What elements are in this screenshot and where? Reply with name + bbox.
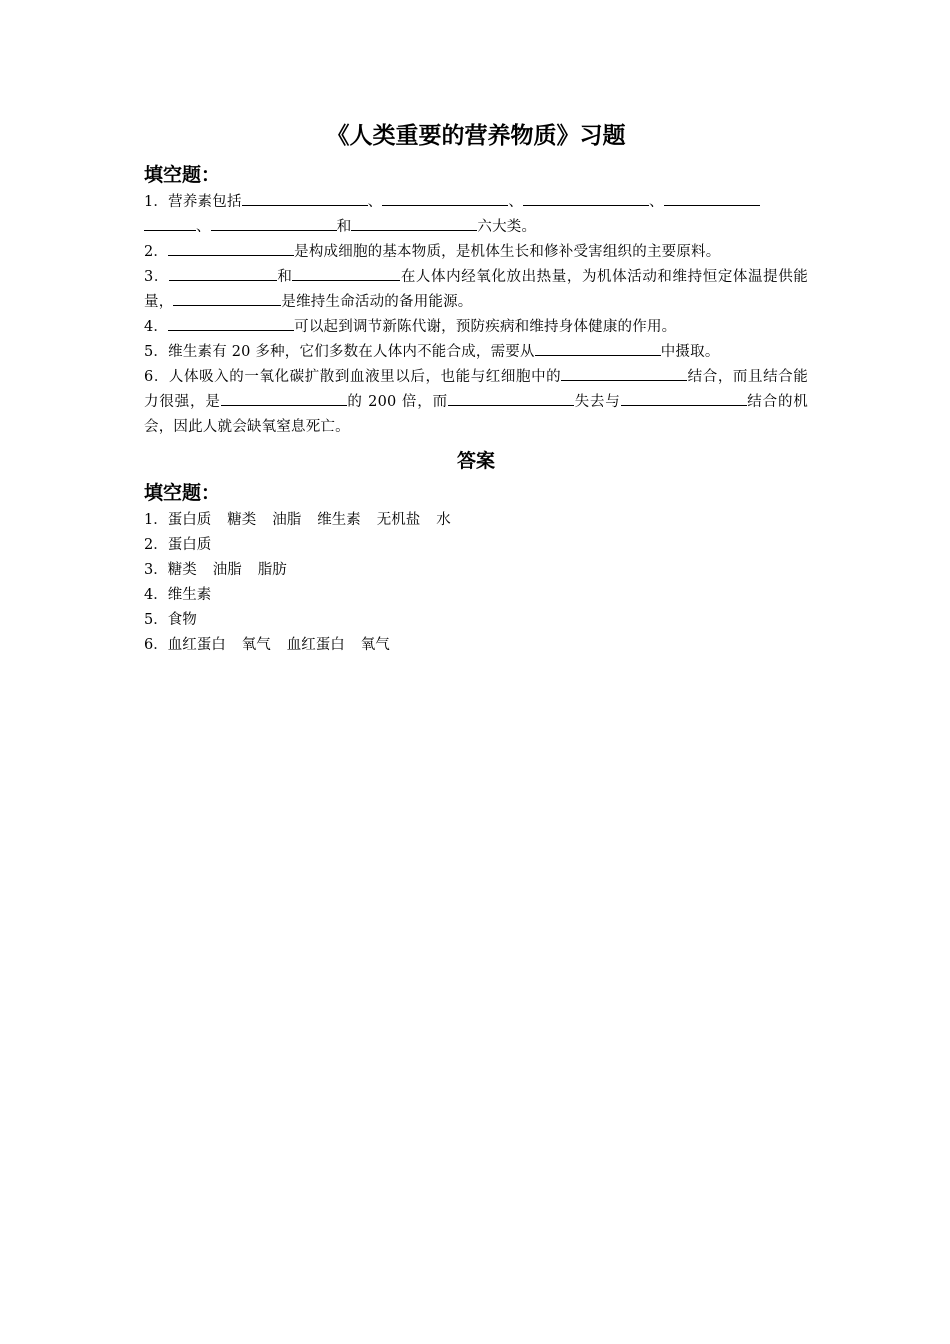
question-text: 和 (276, 269, 293, 285)
question-text: 是构成细胞的基本物质，是机体生长和修补受害组织的主要原料。 (294, 244, 721, 260)
question-text: 人体吸入的一氧化碳扩散到血液里以后，也能与红细胞中的 (168, 369, 562, 385)
answer-blank[interactable] (144, 216, 196, 231)
answer-item: 糖类 (167, 562, 197, 578)
answer-1 (144, 508, 808, 533)
answer-item: 无机盐 (376, 512, 421, 528)
answer-blank[interactable] (351, 216, 477, 231)
answer-item: 食物 (167, 612, 197, 628)
answer-item: 水 (436, 512, 451, 528)
answer-item: 氧气 (360, 637, 390, 653)
answer-6 (144, 633, 808, 658)
answer-number: 3． (144, 562, 168, 578)
answer-item: 氧气 (241, 637, 271, 653)
question-number: 1． (144, 194, 169, 210)
separator: 、 (649, 194, 664, 210)
answer-item: 维生素 (317, 512, 361, 528)
question-3 (144, 265, 808, 315)
answer-3 (144, 558, 808, 583)
question-number: 5． (144, 344, 169, 360)
answer-blank[interactable] (211, 216, 337, 231)
question-4 (144, 315, 808, 340)
answer-number: 2． (144, 537, 168, 553)
answer-title: 答案 (456, 450, 495, 472)
question-text: 结合的机会，因此人就会缺氧窒息死亡。 (144, 394, 808, 435)
answer-blank[interactable] (292, 266, 400, 281)
answer-item: 血红蛋白 (286, 637, 345, 653)
answer-blank[interactable] (535, 341, 661, 356)
answer-2 (144, 533, 808, 558)
answer-list (144, 508, 808, 658)
question-number: 3． (144, 269, 169, 285)
answer-blank[interactable] (169, 266, 277, 281)
section-heading-answers: 填空题： (144, 482, 221, 504)
question-text: 是维持生命活动的备用能源。 (281, 294, 473, 310)
answer-item: 维生素 (167, 587, 212, 603)
question-text: 失去与 (573, 394, 621, 410)
answer-blank[interactable] (173, 291, 281, 306)
answer-number: 1． (144, 512, 168, 528)
question-6 (144, 365, 808, 440)
question-text: 的 200 倍，而 (346, 394, 448, 410)
answer-item: 糖类 (227, 512, 257, 528)
separator: 、 (367, 194, 383, 210)
question-number: 4． (144, 319, 169, 335)
document-content (144, 118, 808, 658)
answer-number: 4． (144, 587, 168, 603)
answer-blank[interactable] (664, 191, 760, 206)
question-text: 六大类。 (477, 219, 537, 235)
question-text: 结合，而且结合能力很强，是 (144, 369, 808, 410)
section-heading-questions: 填空题： (144, 164, 221, 186)
answer-number: 5． (144, 612, 168, 628)
separator: 、 (508, 194, 524, 210)
answer-item: 蛋白质 (167, 537, 212, 553)
question-text: 维生素有 20 多种，它们多数在人体内不能合成，需要从 (168, 344, 535, 360)
answer-blank[interactable] (523, 191, 649, 206)
question-text: 在人体内经氧化放出热量，为机体活动和维持恒定体温提供能量， (144, 269, 808, 310)
page-title: 《人类重要的营养物质》习题 (326, 123, 626, 149)
question-text: 和 (336, 219, 352, 235)
question-5 (144, 340, 808, 365)
answer-item: 油脂 (212, 562, 242, 578)
question-number: 2． (144, 244, 169, 260)
answer-blank[interactable] (621, 391, 747, 406)
answer-blank[interactable] (168, 316, 294, 331)
question-text: 中摄取。 (660, 344, 720, 360)
answer-blank[interactable] (448, 391, 574, 406)
answer-5 (144, 608, 808, 633)
answer-blank[interactable] (561, 366, 687, 381)
separator: 、 (196, 219, 211, 235)
question-text: 可以起到调节新陈代谢，预防疾病和维持身体健康的作用。 (294, 319, 677, 335)
answer-item: 蛋白质 (167, 512, 212, 528)
answer-item: 血红蛋白 (167, 637, 226, 653)
answer-4 (144, 583, 808, 608)
question-text: 营养素包括 (168, 194, 242, 210)
question-1 (144, 190, 808, 240)
question-2 (144, 240, 808, 265)
answer-blank[interactable] (242, 191, 368, 206)
answer-blank[interactable] (168, 241, 294, 256)
answer-blank[interactable] (382, 191, 508, 206)
answer-number: 6． (144, 637, 168, 653)
answer-item: 油脂 (272, 512, 302, 528)
question-number: 6． (144, 369, 169, 385)
answer-item: 脂肪 (257, 562, 287, 578)
answer-blank[interactable] (221, 391, 347, 406)
